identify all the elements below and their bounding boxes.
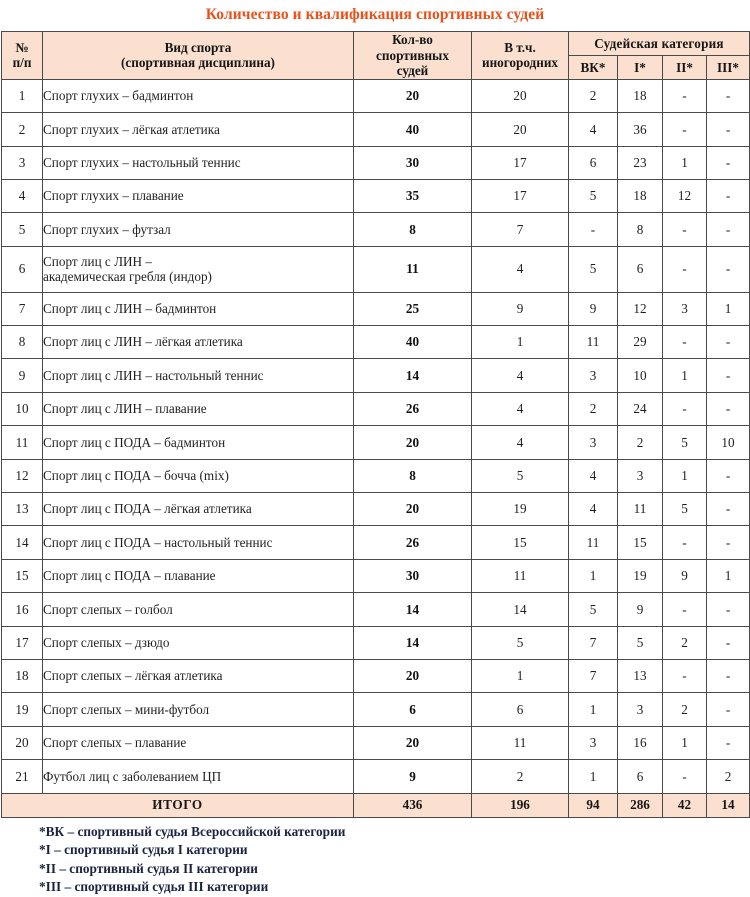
cell-vk: 6 [569, 146, 618, 179]
cell-count: 30 [354, 559, 472, 592]
table-row [2, 726, 750, 759]
cell-i: 19 [618, 559, 663, 592]
cell-i: 23 [618, 146, 663, 179]
cell-sport: Спорт слепых – плавание [43, 726, 354, 759]
cell-iii: - [707, 392, 750, 425]
cell-num: 4 [2, 179, 43, 212]
header-count [354, 32, 472, 80]
cell-count: 11 [354, 246, 472, 292]
cell-num: 1 [2, 79, 43, 112]
cell-nonresident: 11 [472, 559, 569, 592]
cell-nonresident: 2 [472, 760, 569, 793]
cell-nonresident: 17 [472, 179, 569, 212]
totals-vk: 94 [569, 793, 618, 817]
cell-ii: - [663, 526, 707, 559]
cell-vk: 3 [569, 426, 618, 459]
cell-vk: 4 [569, 459, 618, 492]
cell-num: 14 [2, 526, 43, 559]
table-body [2, 79, 750, 793]
cell-count: 26 [354, 526, 472, 559]
cell-ii: - [663, 593, 707, 626]
cell-i: 3 [618, 693, 663, 726]
cell-num: 15 [2, 559, 43, 592]
cell-ii: - [663, 760, 707, 793]
table-footer [2, 793, 750, 817]
cell-sport: Спорт слепых – мини-футбол [43, 693, 354, 726]
cell-nonresident: 4 [472, 246, 569, 292]
cell-num: 6 [2, 246, 43, 292]
cell-i: 18 [618, 179, 663, 212]
cell-iii: - [707, 179, 750, 212]
cell-iii: - [707, 526, 750, 559]
cell-ii: 1 [663, 726, 707, 759]
footnote-line: *I – спортивный судья I категории [39, 842, 248, 858]
cell-iii: 2 [707, 760, 750, 793]
header-num-line1: № [15, 39, 29, 55]
cell-nonresident: 20 [472, 79, 569, 112]
header-cat-iii: III* [707, 55, 750, 79]
cell-num: 19 [2, 693, 43, 726]
table-row [2, 392, 750, 425]
cell-iii: - [707, 113, 750, 146]
cell-sport: Спорт глухих – плавание [43, 179, 354, 212]
table-row [2, 113, 750, 146]
cell-nonresident: 5 [472, 459, 569, 492]
cell-iii: 1 [707, 559, 750, 592]
cell-sport: Спорт лиц с ПОДА – плавание [43, 559, 354, 592]
cell-ii: 1 [663, 359, 707, 392]
header-category-group: Судейская категория [569, 32, 750, 56]
cell-num: 10 [2, 392, 43, 425]
table-row [2, 246, 750, 292]
table-row [2, 459, 750, 492]
cell-nonresident: 17 [472, 146, 569, 179]
cell-i: 9 [618, 593, 663, 626]
cell-iii: - [707, 659, 750, 692]
cell-iii: - [707, 146, 750, 179]
cell-vk: 1 [569, 760, 618, 793]
cell-num: 9 [2, 359, 43, 392]
header-sport-line2: (спортивная дисциплина) [121, 55, 275, 71]
cell-ii: - [663, 79, 707, 112]
table-row [2, 426, 750, 459]
header-cat-vk: ВК* [569, 55, 618, 79]
cell-vk: 3 [569, 359, 618, 392]
cell-sport-line2: академическая гребля (индор) [43, 269, 212, 285]
cell-nonresident: 9 [472, 292, 569, 325]
cell-iii: - [707, 693, 750, 726]
cell-sport: Спорт глухих – футзал [43, 213, 354, 246]
cell-sport: Спорт слепых – голбол [43, 593, 354, 626]
table-row [2, 626, 750, 659]
cell-nonresident: 20 [472, 113, 569, 146]
cell-num: 11 [2, 426, 43, 459]
cell-i: 18 [618, 79, 663, 112]
cell-sport [43, 246, 354, 292]
cell-sport: Спорт лиц с ЛИН – плавание [43, 392, 354, 425]
cell-vk: 1 [569, 693, 618, 726]
cell-ii: 5 [663, 493, 707, 526]
table-row [2, 760, 750, 793]
table-row [2, 292, 750, 325]
table-row [2, 493, 750, 526]
cell-num: 7 [2, 292, 43, 325]
cell-count: 20 [354, 426, 472, 459]
cell-vk: 5 [569, 593, 618, 626]
footnote-line: *ВК – спортивный судья Всероссийской категории [39, 823, 346, 839]
cell-nonresident: 11 [472, 726, 569, 759]
cell-sport: Спорт глухих – бадминтон [43, 79, 354, 112]
cell-count: 14 [354, 626, 472, 659]
footnote-line: *III – спортивный судья III категории [39, 879, 269, 895]
cell-count: 40 [354, 326, 472, 359]
header-nonresident-line2: иногородних [481, 55, 559, 71]
cell-num: 5 [2, 213, 43, 246]
cell-vk: 2 [569, 79, 618, 112]
cell-num: 20 [2, 726, 43, 759]
cell-num: 2 [2, 113, 43, 146]
cell-ii: 5 [663, 426, 707, 459]
cell-ii: 2 [663, 626, 707, 659]
cell-count: 20 [354, 726, 472, 759]
cell-nonresident: 6 [472, 693, 569, 726]
cell-num: 21 [2, 760, 43, 793]
cell-num: 17 [2, 626, 43, 659]
cell-nonresident: 5 [472, 626, 569, 659]
cell-ii: 2 [663, 693, 707, 726]
cell-i: 10 [618, 359, 663, 392]
header-cat-i: I* [618, 55, 663, 79]
cell-nonresident: 4 [472, 392, 569, 425]
header-count-line1: Кол-во [392, 32, 433, 47]
cell-count: 20 [354, 79, 472, 112]
cell-count: 8 [354, 459, 472, 492]
cell-vk: 4 [569, 113, 618, 146]
cell-ii: - [663, 246, 707, 292]
cell-iii: - [707, 246, 750, 292]
cell-nonresident: 19 [472, 493, 569, 526]
cell-num: 16 [2, 593, 43, 626]
cell-sport: Спорт лиц с ПОДА – бадминтон [43, 426, 354, 459]
page-title: Количество и квалификация спортивных судей [205, 6, 545, 23]
cell-iii: - [707, 726, 750, 759]
cell-vk: 7 [569, 626, 618, 659]
cell-count: 9 [354, 760, 472, 793]
totals-i: 286 [618, 793, 663, 817]
cell-num: 18 [2, 659, 43, 692]
header-count-line3: судей [396, 63, 429, 79]
cell-num: 3 [2, 146, 43, 179]
table-row [2, 146, 750, 179]
cell-sport: Спорт лиц с ПОДА – настольный теннис [43, 526, 354, 559]
totals-ii: 42 [663, 793, 707, 817]
cell-i: 6 [618, 760, 663, 793]
cell-iii: 10 [707, 426, 750, 459]
cell-i: 29 [618, 326, 663, 359]
cell-i: 16 [618, 726, 663, 759]
cell-iii: - [707, 326, 750, 359]
cell-vk: 5 [569, 179, 618, 212]
cell-i: 2 [618, 426, 663, 459]
cell-ii: - [663, 326, 707, 359]
table-row [2, 526, 750, 559]
cell-sport: Спорт слепых – лёгкая атлетика [43, 659, 354, 692]
totals-nonresident: 196 [472, 793, 569, 817]
cell-iii: - [707, 593, 750, 626]
totals-label: ИТОГО [2, 793, 354, 817]
cell-iii: - [707, 493, 750, 526]
cell-nonresident: 15 [472, 526, 569, 559]
cell-iii: - [707, 626, 750, 659]
header-count-line2: спортивных [376, 47, 449, 63]
cell-iii: - [707, 359, 750, 392]
cell-count: 6 [354, 693, 472, 726]
judges-table [1, 31, 750, 818]
cell-i: 8 [618, 213, 663, 246]
cell-count: 20 [354, 659, 472, 692]
cell-count: 30 [354, 146, 472, 179]
header-num [2, 32, 43, 80]
cell-count: 20 [354, 493, 472, 526]
cell-iii: - [707, 459, 750, 492]
cell-ii: 9 [663, 559, 707, 592]
cell-i: 5 [618, 626, 663, 659]
cell-iii: - [707, 79, 750, 112]
cell-count: 40 [354, 113, 472, 146]
table-row [2, 359, 750, 392]
table-row [2, 559, 750, 592]
cell-count: 14 [354, 593, 472, 626]
cell-nonresident: 4 [472, 359, 569, 392]
cell-vk: - [569, 213, 618, 246]
header-nonresident-line1: В т.ч. [504, 39, 536, 55]
header-row-1 [2, 32, 750, 56]
cell-sport-line1: Спорт лиц с ЛИН – [43, 253, 152, 269]
cell-iii: - [707, 213, 750, 246]
cell-iii: 1 [707, 292, 750, 325]
totals-row [2, 793, 750, 817]
cell-ii: - [663, 392, 707, 425]
cell-sport: Спорт лиц с ПОДА – бочча (mix) [43, 459, 354, 492]
cell-i: 15 [618, 526, 663, 559]
cell-sport: Спорт глухих – лёгкая атлетика [43, 113, 354, 146]
cell-vk: 11 [569, 326, 618, 359]
cell-ii: 1 [663, 146, 707, 179]
cell-i: 11 [618, 493, 663, 526]
cell-vk: 11 [569, 526, 618, 559]
table-row [2, 659, 750, 692]
cell-sport: Футбол лиц с заболеванием ЦП [43, 760, 354, 793]
cell-vk: 5 [569, 246, 618, 292]
cell-nonresident: 1 [472, 659, 569, 692]
cell-count: 35 [354, 179, 472, 212]
cell-count: 26 [354, 392, 472, 425]
cell-vk: 3 [569, 726, 618, 759]
cell-nonresident: 14 [472, 593, 569, 626]
cell-i: 6 [618, 246, 663, 292]
cell-num: 12 [2, 459, 43, 492]
cell-nonresident: 4 [472, 426, 569, 459]
cell-ii: - [663, 659, 707, 692]
cell-ii: - [663, 213, 707, 246]
cell-count: 14 [354, 359, 472, 392]
table-row [2, 213, 750, 246]
cell-vk: 1 [569, 559, 618, 592]
table-row [2, 593, 750, 626]
header-sport-line1: Вид спорта [164, 39, 232, 55]
cell-vk: 7 [569, 659, 618, 692]
cell-i: 13 [618, 659, 663, 692]
cell-sport: Спорт лиц с ЛИН – лёгкая атлетика [43, 326, 354, 359]
cell-ii: 3 [663, 292, 707, 325]
cell-i: 3 [618, 459, 663, 492]
cell-nonresident: 7 [472, 213, 569, 246]
cell-sport: Спорт слепых – дзюдо [43, 626, 354, 659]
cell-ii: 1 [663, 459, 707, 492]
footnote-line: *II – спортивный судья II категории [39, 860, 258, 876]
cell-sport: Спорт глухих – настольный теннис [43, 146, 354, 179]
header-nonresident [472, 32, 569, 80]
cell-vk: 4 [569, 493, 618, 526]
cell-i: 36 [618, 113, 663, 146]
cell-i: 24 [618, 392, 663, 425]
cell-count: 25 [354, 292, 472, 325]
cell-count: 8 [354, 213, 472, 246]
table-row [2, 326, 750, 359]
cell-i: 12 [618, 292, 663, 325]
header-num-line2: п/п [12, 55, 32, 71]
cell-sport: Спорт лиц с ЛИН – настольный теннис [43, 359, 354, 392]
cell-sport: Спорт лиц с ЛИН – бадминтон [43, 292, 354, 325]
cell-sport: Спорт лиц с ПОДА – лёгкая атлетика [43, 493, 354, 526]
header-cat-ii: II* [663, 55, 707, 79]
totals-iii: 14 [707, 793, 750, 817]
cell-nonresident: 1 [472, 326, 569, 359]
totals-count: 436 [354, 793, 472, 817]
footnotes-block [0, 818, 750, 897]
cell-vk: 9 [569, 292, 618, 325]
header-sport [43, 32, 354, 80]
cell-num: 8 [2, 326, 43, 359]
table-row [2, 179, 750, 212]
cell-ii: 12 [663, 179, 707, 212]
cell-ii: - [663, 113, 707, 146]
table-header [2, 32, 750, 80]
cell-num: 13 [2, 493, 43, 526]
table-row [2, 693, 750, 726]
cell-vk: 2 [569, 392, 618, 425]
table-row [2, 79, 750, 112]
